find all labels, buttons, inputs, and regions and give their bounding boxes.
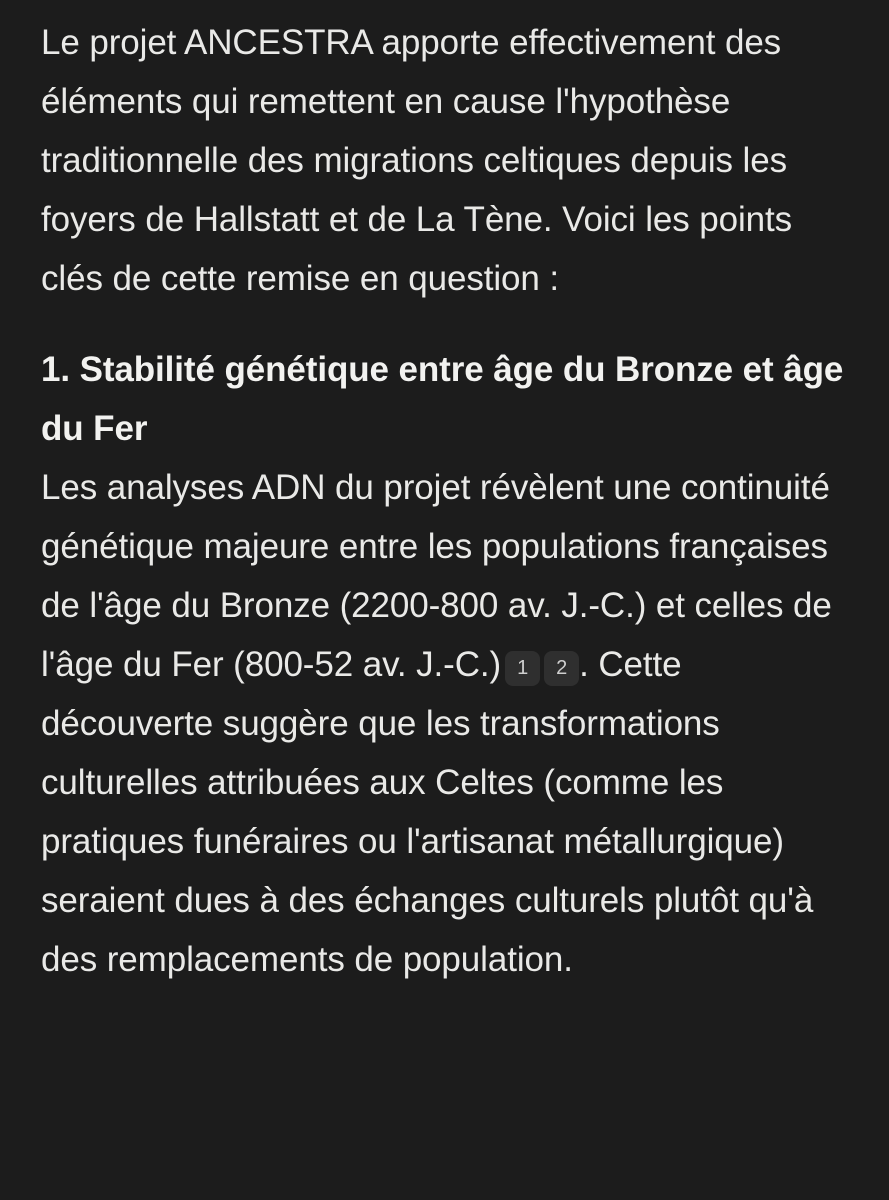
section-heading: 1. Stabilité génétique entre âge du Bronze et âge du Fer <box>41 350 844 448</box>
paragraph-spacer <box>41 308 846 340</box>
section-body <box>41 458 846 989</box>
section-body-text: Les analyses ADN du projet révèlent une continuité génétique majeure entre les populations françaises de l'âge du Bronze (2200-800 av. J.-C.) et celles de l'âge du Fer (800-52 av. J.-C.) <box>41 468 832 684</box>
citation-badge-1[interactable]: 1 <box>505 651 540 686</box>
message-content <box>41 13 846 989</box>
intro-paragraph: Le projet ANCESTRA apporte effectivement des éléments qui remettent en cause l'hypothèse traditionnelle des migrations celtiques depuis les foyers de Hallstatt et de La Tène. Voici les points clés de cette remise en question : <box>41 23 793 298</box>
section-body-text-continued: . Cette découverte suggère que les transformations culturelles attribuées aux Celtes (comme les pratiques funéraires ou l'artisanat métallurgique) seraient dues à des échanges culturels plutôt qu'à des remplacements de population. <box>41 645 814 979</box>
citation-badge-2[interactable]: 2 <box>544 651 579 686</box>
